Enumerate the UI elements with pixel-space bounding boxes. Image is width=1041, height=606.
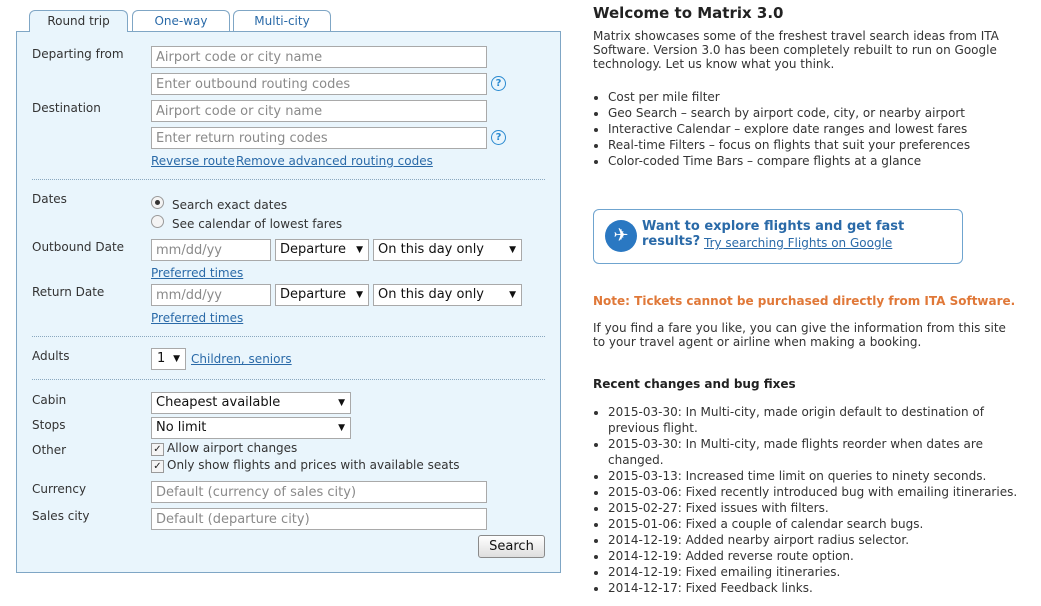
- search-form-panel: [16, 31, 561, 573]
- outbound-date-label: Outbound Date: [32, 240, 125, 254]
- list-item: • 2015-02-27: Fixed issues with filters.: [608, 500, 1018, 516]
- children-seniors-link[interactable]: Children, seniors: [191, 352, 292, 366]
- outbound-routing-help-icon[interactable]: ?: [491, 76, 506, 91]
- calendar-label[interactable]: See calendar of lowest fares: [172, 217, 343, 231]
- dates-label: Dates: [32, 192, 67, 206]
- chevron-down-icon: ▼: [356, 290, 363, 300]
- return-date-label: Return Date: [32, 285, 105, 299]
- list-item: • Color-coded Time Bars – compare flights at a glance: [608, 153, 970, 169]
- cabin-select[interactable]: [151, 392, 351, 414]
- section-divider: [32, 336, 545, 337]
- chevron-down-icon: ▼: [356, 245, 363, 255]
- stops-value: No limit: [156, 420, 207, 435]
- destination-label: Destination: [32, 101, 101, 115]
- reverse-route-link[interactable]: Reverse route: [151, 154, 235, 168]
- other-label: Other: [32, 443, 67, 457]
- stops-label: Stops: [32, 418, 66, 432]
- allow-airport-changes-label[interactable]: Allow airport changes: [167, 441, 298, 455]
- return-day-range-select[interactable]: [373, 284, 522, 306]
- destination-input[interactable]: [151, 100, 487, 122]
- exact-dates-label[interactable]: Search exact dates: [172, 198, 288, 212]
- welcome-title: Welcome to Matrix 3.0: [593, 4, 784, 22]
- feature-list: [593, 89, 970, 169]
- airplane-icon: ✈: [605, 220, 637, 252]
- departing-input[interactable]: [151, 46, 487, 68]
- remove-routing-codes-link[interactable]: Remove advanced routing codes: [236, 154, 433, 168]
- outbound-time-type-value: Departure: [280, 242, 346, 257]
- available-seats-label[interactable]: Only show flights and prices with available seats: [167, 458, 460, 472]
- outbound-time-type-select[interactable]: [275, 239, 369, 261]
- allow-airport-changes-checkbox[interactable]: ✓: [151, 443, 164, 456]
- cabin-label: Cabin: [32, 393, 67, 407]
- stops-select[interactable]: [151, 417, 351, 439]
- list-item: • 2014-12-17: Fixed Feedback links.: [608, 580, 1018, 596]
- list-item: • 2015-03-06: Fixed recently introduced bug with emailing itineraries.: [608, 484, 1018, 500]
- return-date-input[interactable]: [151, 284, 271, 306]
- list-item: • Real-time Filters – focus on flights that suit your preferences: [608, 137, 970, 153]
- note-body: If you find a fare you like, you can give the information from this site to your travel agent or airline when making a booking.: [593, 321, 1006, 349]
- outbound-day-range-value: On this day only: [378, 242, 484, 257]
- return-preferred-times-link[interactable]: Preferred times: [151, 311, 244, 325]
- calendar-radio[interactable]: [151, 215, 164, 228]
- exact-dates-radio[interactable]: [151, 196, 164, 209]
- list-item: • Interactive Calendar – explore date ranges and lowest fares: [608, 121, 970, 137]
- section-divider: [32, 179, 545, 180]
- list-item: • Geo Search – search by airport code, city, or nearby airport: [608, 105, 970, 121]
- promo-title: Want to explore flights and get fast results?: [642, 219, 905, 249]
- list-item: • 2014-12-19: Fixed emailing itineraries.: [608, 564, 1018, 580]
- list-item: • 2015-03-30: In Multi-city, made origin default to destination of previous flight.: [608, 404, 1018, 436]
- outbound-preferred-times-link[interactable]: Preferred times: [151, 266, 244, 280]
- section-divider: [32, 379, 545, 380]
- google-flights-link[interactable]: Try searching Flights on Google: [704, 236, 893, 250]
- outbound-routing-input[interactable]: [151, 73, 487, 95]
- outbound-date-input[interactable]: [151, 239, 271, 261]
- changes-list: [593, 404, 1018, 596]
- list-item: • 2015-03-13: Increased time limit on queries to ninety seconds.: [608, 468, 1018, 484]
- return-routing-help-icon[interactable]: ?: [491, 130, 506, 145]
- return-time-type-select[interactable]: [275, 284, 369, 306]
- tab-multi-city[interactable]: Multi-city: [233, 10, 331, 31]
- currency-label: Currency: [32, 482, 87, 496]
- outbound-day-range-select[interactable]: [373, 239, 522, 261]
- sales-city-input[interactable]: [151, 508, 487, 530]
- chevron-down-icon: ▼: [509, 245, 516, 255]
- departing-label: Departing from: [32, 47, 124, 61]
- return-routing-input[interactable]: [151, 127, 487, 149]
- purchase-note: Note: Tickets cannot be purchased directly from ITA Software.: [593, 294, 1016, 308]
- return-day-range-value: On this day only: [378, 287, 484, 302]
- list-item: • Cost per mile filter: [608, 89, 970, 105]
- currency-input[interactable]: [151, 481, 487, 503]
- list-item: • 2014-12-19: Added reverse route option.: [608, 548, 1018, 564]
- available-seats-checkbox[interactable]: ✓: [151, 460, 164, 473]
- chevron-down-icon: ▼: [338, 423, 345, 433]
- intro-text: Matrix showcases some of the freshest travel search ideas from ITA Software. Version 3.0 has been completely rebuilt to run on Google technology. Let us know what you think.: [593, 29, 999, 71]
- return-time-type-value: Departure: [280, 287, 346, 302]
- list-item: • 2015-03-30: In Multi-city, made flights reorder when dates are changed.: [608, 436, 1018, 468]
- chevron-down-icon: ▼: [338, 398, 345, 408]
- sales-city-label: Sales city: [32, 509, 90, 523]
- changes-title: Recent changes and bug fixes: [593, 377, 796, 391]
- tab-round-trip[interactable]: Round trip: [29, 10, 128, 32]
- list-item: • 2015-01-06: Fixed a couple of calendar search bugs.: [608, 516, 1018, 532]
- chevron-down-icon: ▼: [509, 290, 516, 300]
- search-button[interactable]: Search: [478, 535, 545, 558]
- adults-value: 1: [157, 351, 166, 366]
- cabin-value: Cheapest available: [156, 395, 281, 410]
- chevron-down-icon: ▼: [173, 354, 180, 364]
- list-item: • 2014-12-19: Added nearby airport radius selector.: [608, 532, 1018, 548]
- adults-select[interactable]: [151, 348, 186, 370]
- adults-label: Adults: [32, 349, 70, 363]
- tab-one-way[interactable]: One-way: [132, 10, 230, 31]
- google-flights-promo: [593, 209, 963, 264]
